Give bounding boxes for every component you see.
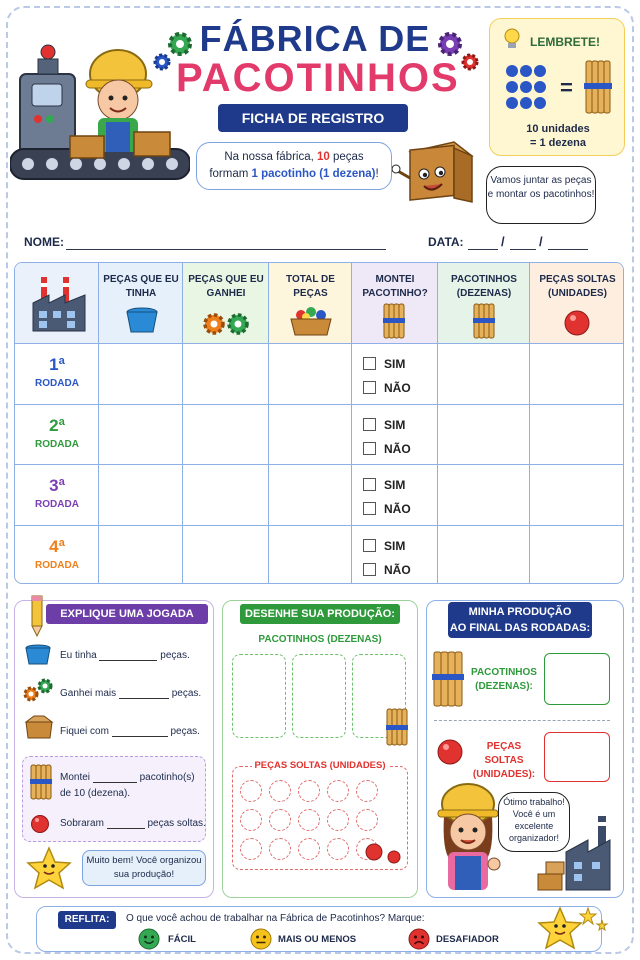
bucket-icon bbox=[125, 307, 159, 335]
title-line-1: FÁBRICA DE bbox=[199, 18, 431, 59]
answer-blank[interactable] bbox=[93, 773, 137, 783]
reflect-option-label: MAIS OU MENOS bbox=[278, 934, 357, 945]
row-2-yes-checkbox[interactable] bbox=[363, 417, 405, 432]
bundle-icon bbox=[386, 708, 410, 748]
yes-label: SIM bbox=[384, 477, 406, 492]
text: peças. bbox=[170, 726, 200, 737]
loose-piece-slot[interactable] bbox=[269, 809, 291, 831]
loose-balls-icon bbox=[362, 842, 404, 866]
label-line: (UNIDADES): bbox=[472, 769, 536, 780]
text: Ganhei mais bbox=[60, 688, 117, 699]
explain-line-2 bbox=[60, 688, 201, 699]
box-speech-bubble: Vamos juntar as peças e montar os pacotinhos! bbox=[486, 166, 596, 224]
box-of-balls-icon bbox=[289, 305, 333, 337]
answer-blank[interactable] bbox=[107, 819, 145, 829]
header-had-pieces: PEÇAS QUE EU TINHA bbox=[103, 274, 179, 299]
checkbox[interactable] bbox=[363, 357, 376, 370]
text: Sobraram bbox=[60, 818, 104, 829]
row-2-label: RODADA bbox=[35, 439, 79, 450]
loose-piece-slot[interactable] bbox=[356, 780, 378, 802]
loose-piece-slot[interactable] bbox=[298, 809, 320, 831]
bucket-icon bbox=[24, 644, 52, 666]
checkbox[interactable] bbox=[363, 381, 376, 394]
row-3-yes-checkbox[interactable] bbox=[363, 477, 405, 492]
text: Fiquei com bbox=[60, 726, 109, 737]
date-separator: / bbox=[501, 234, 505, 249]
answer-blank[interactable] bbox=[112, 727, 168, 737]
bundle-icon bbox=[432, 650, 466, 708]
loose-piece-slot[interactable] bbox=[240, 809, 262, 831]
header-bundles-tens: PACOTINHOS (DEZENAS) bbox=[451, 274, 517, 299]
explain-line-1 bbox=[60, 650, 190, 661]
checkbox[interactable] bbox=[363, 539, 376, 552]
praise-bubble: Muito bem! Você organizou sua produção! bbox=[82, 850, 206, 886]
draw-bundle-slot-2[interactable] bbox=[292, 654, 346, 738]
draw-title: DESENHE SUA PRODUÇÃO: bbox=[240, 604, 400, 624]
divider bbox=[434, 720, 610, 721]
row-1-yes-checkbox[interactable] bbox=[363, 356, 405, 371]
gears-icon bbox=[201, 311, 253, 337]
bundle-icon bbox=[383, 303, 407, 339]
reflect-option-label: FÁCIL bbox=[168, 934, 196, 945]
pencil-icon bbox=[28, 594, 46, 638]
title-line-2: PACOTINHOS bbox=[176, 56, 460, 100]
row-2-number: 2ª bbox=[49, 416, 65, 435]
reminder-title: LEMBRETE! bbox=[530, 35, 600, 49]
row-4-number: 4ª bbox=[49, 537, 65, 556]
red-ball-icon bbox=[436, 738, 464, 766]
loose-piece-slot[interactable] bbox=[240, 838, 262, 860]
reminder-line-1: 10 unidades bbox=[526, 123, 590, 135]
factory-icon bbox=[31, 273, 87, 333]
star-mascot-icon bbox=[536, 904, 612, 954]
intro-text: ! bbox=[375, 168, 379, 180]
gears-icon bbox=[22, 678, 54, 704]
loose-piece-slot[interactable] bbox=[269, 780, 291, 802]
reminder-card bbox=[489, 18, 625, 156]
label-line: (DEZENAS): bbox=[475, 681, 533, 692]
checkbox[interactable] bbox=[363, 563, 376, 576]
label-line: PACOTINHOS bbox=[471, 667, 537, 678]
girl-speech-bubble: Ótimo trabalho! Você é um excelente organizador! bbox=[498, 792, 570, 852]
intro-text: formam bbox=[209, 168, 252, 180]
loose-piece-slot[interactable] bbox=[240, 780, 262, 802]
explain-line-4b: de 10 (dezena). bbox=[60, 788, 131, 799]
yes-label: SIM bbox=[384, 356, 406, 371]
final-title bbox=[448, 602, 592, 638]
neutral-face-icon bbox=[250, 928, 272, 950]
name-field[interactable] bbox=[66, 236, 386, 250]
row-4-label: RODADA bbox=[35, 560, 79, 571]
date-year-field[interactable] bbox=[548, 236, 588, 250]
reminder-line-2: = 1 dezena bbox=[530, 137, 586, 149]
row-1-no-checkbox[interactable] bbox=[363, 380, 411, 395]
text: Eu tinha bbox=[60, 650, 97, 661]
no-label: NÃO bbox=[384, 501, 411, 516]
no-label: NÃO bbox=[384, 380, 411, 395]
name-label: NOME: bbox=[24, 235, 64, 249]
final-packs-answer-box[interactable] bbox=[544, 653, 610, 705]
happy-face-icon bbox=[138, 928, 160, 950]
text: peças. bbox=[160, 650, 190, 661]
final-loose-answer-box[interactable] bbox=[544, 732, 610, 782]
red-ball-icon bbox=[563, 309, 591, 337]
row-3-no-checkbox[interactable] bbox=[363, 501, 411, 516]
yes-label: SIM bbox=[384, 538, 406, 553]
header-loose-units: PEÇAS SOLTAS (UNIDADES) bbox=[539, 274, 616, 299]
date-month-field[interactable] bbox=[510, 236, 536, 250]
row-1-label: RODADA bbox=[35, 378, 79, 389]
text: peças soltas. bbox=[147, 818, 206, 829]
checkbox[interactable] bbox=[363, 478, 376, 491]
reminder-equals: = bbox=[560, 75, 573, 100]
intro-highlight: 1 pacotinho (1 dezena) bbox=[251, 168, 376, 180]
loose-piece-slot[interactable] bbox=[327, 838, 349, 860]
yes-label: SIM bbox=[384, 417, 406, 432]
row-1-number: 1ª bbox=[49, 355, 65, 374]
text: Montei bbox=[60, 772, 91, 783]
no-label: NÃO bbox=[384, 562, 411, 577]
header-total-pieces: TOTAL DE PEÇAS bbox=[286, 274, 335, 299]
date-separator: / bbox=[539, 234, 543, 249]
subtitle-banner: FICHA DE REGISTRO bbox=[218, 104, 408, 132]
intro-text: peças bbox=[329, 151, 364, 163]
factory-icon bbox=[536, 812, 620, 892]
explain-line-4 bbox=[60, 772, 195, 783]
loose-piece-slot[interactable] bbox=[327, 809, 349, 831]
checkbox[interactable] bbox=[363, 502, 376, 515]
header-won-pieces: PEÇAS QUE EU GANHEI bbox=[188, 274, 264, 299]
lightbulb-icon bbox=[502, 27, 522, 51]
row-2-no-checkbox[interactable] bbox=[363, 441, 411, 456]
loose-piece-slot[interactable] bbox=[298, 838, 320, 860]
reflect-option-label: DESAFIADOR bbox=[436, 934, 499, 945]
loose-piece-slot[interactable] bbox=[269, 838, 291, 860]
star-mascot-icon bbox=[26, 846, 72, 890]
reflect-question: O que você achou de trabalhar na Fábrica de Pacotinhos? Marque: bbox=[126, 913, 425, 924]
red-ball-icon bbox=[30, 814, 50, 834]
draw-loose-label: PEÇAS SOLTAS (UNIDADES) bbox=[252, 760, 388, 771]
explain-line-5 bbox=[60, 818, 206, 829]
date-day-field[interactable] bbox=[468, 236, 498, 250]
box-icon bbox=[24, 714, 54, 740]
header-made-bundle: MONTEI PACOTINHO? bbox=[362, 274, 428, 299]
bundle-icon bbox=[473, 303, 497, 339]
production-table bbox=[14, 262, 624, 584]
no-label: NÃO bbox=[384, 441, 411, 456]
final-packs-label bbox=[468, 666, 540, 694]
sad-face-icon bbox=[408, 928, 430, 950]
draw-packs-label: PACOTINHOS (DEZENAS) bbox=[258, 634, 382, 645]
row-3-number: 3ª bbox=[49, 476, 65, 495]
row-4-no-checkbox[interactable] bbox=[363, 562, 411, 577]
label-line: PEÇAS SOLTAS bbox=[484, 741, 524, 766]
loose-piece-slot[interactable] bbox=[356, 809, 378, 831]
loose-piece-slot[interactable] bbox=[298, 780, 320, 802]
text: peças. bbox=[171, 688, 202, 699]
text: pacotinho(s) bbox=[139, 772, 195, 783]
bundle-icon bbox=[30, 764, 54, 800]
reflect-tag: REFLITA: bbox=[58, 911, 116, 929]
final-loose-label bbox=[466, 740, 542, 782]
final-title-line: MINHA PRODUÇÃO bbox=[468, 606, 572, 618]
draw-bundle-slot-1[interactable] bbox=[232, 654, 286, 738]
box-mascot-illustration bbox=[392, 134, 482, 214]
ten-dots-icon bbox=[504, 63, 556, 111]
explain-title: EXPLIQUE UMA JOGADA SUA: bbox=[46, 604, 208, 624]
date-label: DATA: bbox=[428, 235, 464, 249]
checkbox[interactable] bbox=[363, 442, 376, 455]
answer-blank[interactable] bbox=[99, 651, 157, 661]
final-title-line: AO FINAL DAS RODADAS: bbox=[449, 622, 591, 634]
bundle-icon bbox=[584, 59, 616, 115]
girl-worker-illustration bbox=[428, 780, 508, 892]
explain-line-3 bbox=[60, 726, 200, 737]
row-3-label: RODADA bbox=[35, 499, 79, 510]
intro-number: 10 bbox=[317, 151, 330, 163]
intro-text: Na nossa fábrica, bbox=[224, 151, 317, 163]
loose-piece-slot[interactable] bbox=[327, 780, 349, 802]
answer-blank[interactable] bbox=[119, 689, 169, 699]
intro-box bbox=[196, 142, 392, 190]
row-4-yes-checkbox[interactable] bbox=[363, 538, 405, 553]
checkbox[interactable] bbox=[363, 418, 376, 431]
